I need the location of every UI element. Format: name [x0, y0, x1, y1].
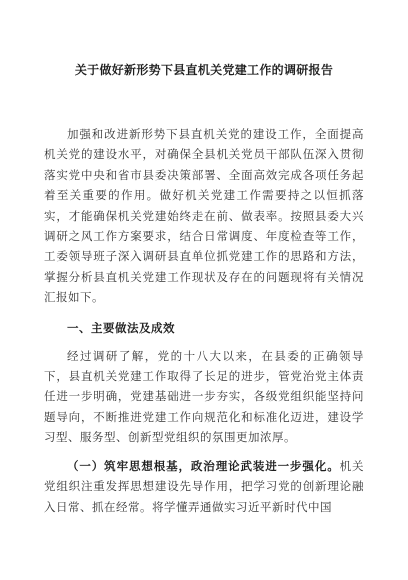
subsection-paragraph-ideology: [44, 456, 364, 517]
intro-paragraph: 加强和改进新形势下县直机关党的建设工作，全面提高机关党的建设水平，对确保全县机关党员干部队伍深入贯彻落实党中央和省市县委决策部署、全面高效完成各项任务起着至关重要的作用。做好机关党建工作需要持之以恒抓落实，才能确保机关党建始终走在前、做表率。按照县委大兴调研之风工作方案要求，结合日常调度、年度检查等工作，工委领导班子深入调研县直单位抓党建工作的思路和方法，掌握分析县直机关党建工作现状及存在的问题现将有关情况汇报如下。: [44, 127, 364, 305]
section-paragraph-overview: 经过调研了解，党的十八大以来，在县委的正确领导下，县直机关党建工作取得了长足的进步，管党治党主体责任进一步明确，党建基础进一步夯实，各级党组织能坚持问题导向，不断推进党建工作向规范化和标准化迈进，建设学习型、服务型、创新型党组织的氛围更加浓厚。: [44, 348, 364, 445]
section-heading-main-practices: 一、主要做法及成效: [67, 320, 175, 335]
document-title: 关于做好新形势下县直机关党建工作的调研报告: [74, 63, 334, 77]
subsection-text-ideology: 机关党组织注重发挥思想建设先导作用，把学习党的创新理论融入日常、抓在经常。将学懂弄通做实习近平新时代中国: [44, 458, 365, 514]
subsection-heading-ideology: （一）筑牢思想根基，政治理论武装进一步强化。: [67, 458, 340, 473]
